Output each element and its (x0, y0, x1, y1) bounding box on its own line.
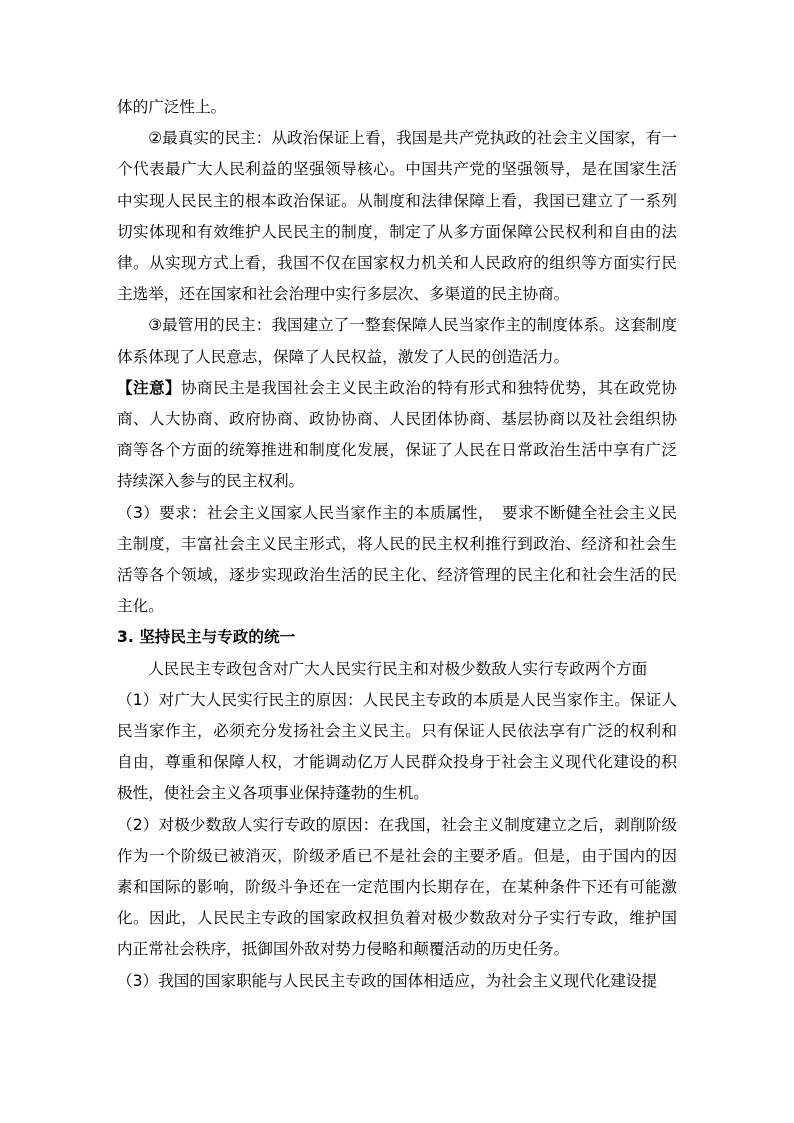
document-body (117, 92, 677, 997)
note-label: 【注意】 (117, 378, 182, 397)
paragraph-most-real-democracy: ②最真实的民主：从政治保证上看，我国是共产党执政的社会主义国家，有一个代表最广大人民利益的坚强领导核心。中国共产党的坚强领导，是在国家生活中实现人民民主的根本政治保证。从制度和法律保障上看，我国已建立了一系列切实体现和有效维护人民民主的制度，制定了从多方面保障公民权利和自由的法律。从实现方式上看，我国不仅在国家权力机关和人民政府的组织等方面实行民主选举，还在国家和社会治理中实行多层次、多渠道的民主协商。 (117, 129, 677, 304)
paragraph-democracy-reason: （1）对广大人民实行民主的原因：人民民主专政的本质是人民当家作主。保证人民当家作主，必须充分发扬社会主义民主。只有保证人民依法享有广泛的权利和自由，尊重和保障人权，才能调动亿万人民群众投身于社会主义现代化建设的积极性，使社会主义各项事业保持蓬勃的生机。 (117, 690, 677, 803)
paragraph-section-intro: 人民民主专政包含对广大人民实行民主和对极少数敌人实行专政两个方面 (148, 659, 648, 678)
paragraph-state-functions: （3）我国的国家职能与人民民主专政的国体相适应，为社会主义现代化建设提 (117, 971, 658, 990)
section-heading: 3. 坚持民主与专政的统一 (117, 628, 296, 647)
paragraph-dictatorship-reason: （2）对极少数敌人实行专政的原因：在我国，社会主义制度建立之后，剥削阶级作为一个阶级已被消灭，阶级矛盾已不是社会的主要矛盾。但是，由于国内的因素和国际的影响，阶级斗争还在一定范围内长期存在，在某种条件下还有可能激化。因此，人民民主专政的国家政权担负着对极少数敌对分子实行专政，维护国内正常社会秩序，抵御国外敌对势力侵略和颠覆活动的历史任务。 (117, 815, 677, 959)
paragraph-note (117, 373, 677, 498)
note-text: 协商民主是我国社会主义民主政治的特有形式和独特优势，其在政党协商、人大协商、政府协商、政协协商、人民团体协商、基层协商以及社会组织协商等各个方面的统筹推进和制度化发展，保证了人民在日常政治生活中享有广泛持续深入参与的民主权利。 (117, 378, 677, 491)
paragraph-continuation: 体的广泛性上。 (117, 98, 227, 116)
paragraph-requirement: （3）要求：社会主义国家人民当家作主的本质属性， 要求不断健全社会主义民主制度，丰富社会主义民主形式，将人民的民主权利推行到政治、经济和社会生活等各个领域，逐步实现政治生活的民主化、经济管理的民主化和社会生活的民主化。 (117, 503, 677, 616)
paragraph-most-useful-democracy: ③最管用的民主：我国建立了一整套保障人民当家作主的制度体系。这套制度体系体现了人民意志，保障了人民权益，激发了人民的创造活力。 (117, 316, 677, 366)
